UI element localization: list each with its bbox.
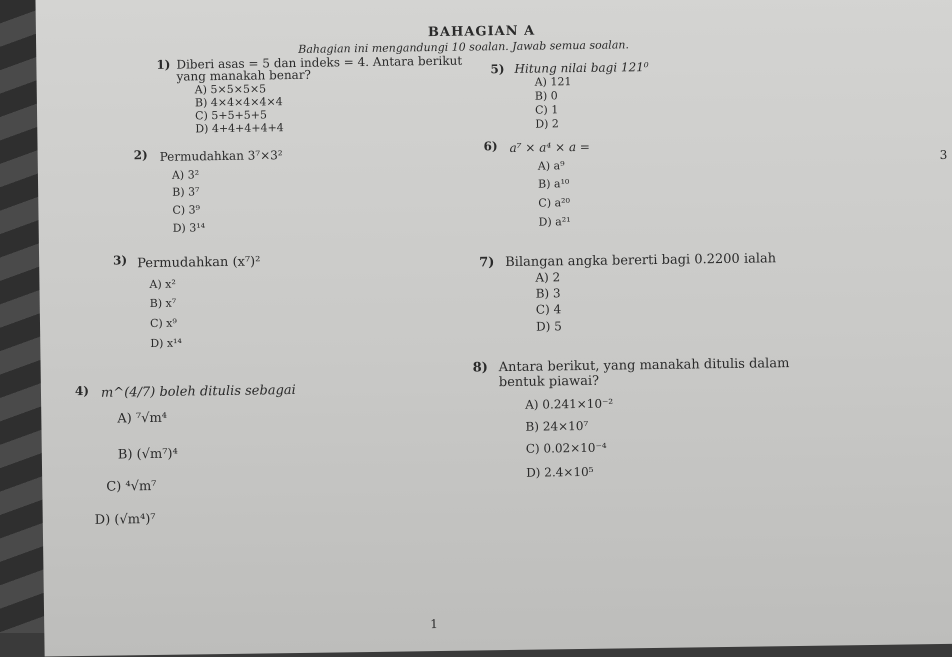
option-b: B) x⁷: [149, 296, 177, 311]
option-c: C) 5+5+5+5: [195, 108, 268, 123]
option-a: A) 5×5×5×5: [194, 82, 267, 97]
question-number: 1): [156, 57, 171, 72]
section-instructions: Bahagian ini mengandungi 10 soalan. Jawab semua soalan.: [298, 38, 630, 56]
option-c: C) 4: [535, 302, 562, 317]
question-text: Antara berikut, yang manakah ditulis dalam: [498, 356, 790, 376]
option-d: D) 2: [535, 117, 559, 131]
option-c: C) 3⁹: [172, 203, 201, 217]
option-d: D) a²¹: [538, 215, 571, 229]
question-number: 8): [472, 360, 488, 376]
option-a: A) 121: [534, 75, 572, 89]
question-number: 2): [133, 148, 148, 163]
question-text: Permudahkan 3⁷×3²: [159, 148, 283, 164]
option-d: D) 3¹⁴: [172, 221, 206, 235]
exam-paper: [35, 0, 952, 657]
option-b: B) a¹⁰: [538, 177, 570, 191]
option-d: D) (√m⁴)⁷: [94, 511, 156, 528]
option-c: C) ⁴√m⁷: [106, 478, 157, 495]
question-number: 7): [479, 255, 495, 271]
option-c: C) 1: [534, 103, 559, 117]
option-c: C) 0.02×10⁻⁴: [525, 440, 607, 456]
option-a: A) a⁹: [537, 159, 565, 173]
question-text: Bilangan angka bererti bagi 0.2200 ialah: [505, 251, 777, 271]
question-text: bentuk piawai?: [498, 373, 600, 391]
question-number: 6): [483, 139, 498, 154]
question-number: 4): [74, 383, 90, 399]
option-a: A) ⁷√m⁴: [117, 410, 168, 427]
option-d: D) 2.4×10⁵: [526, 464, 594, 480]
option-b: B) 3: [535, 286, 561, 301]
question-text: Permudahkan (x⁷)²: [137, 254, 261, 272]
option-d: D) 4+4+4+4+4: [195, 121, 284, 136]
option-b: B) (√m⁷)⁴: [117, 446, 178, 463]
cut-off-question-number: 3: [939, 147, 948, 162]
option-b: B) 24×10⁷: [525, 418, 589, 434]
option-b: B) 0: [534, 89, 558, 103]
option-a: A) x²: [149, 277, 176, 292]
option-c: C) a²⁰: [538, 196, 571, 210]
option-a: A) 3²: [171, 168, 200, 182]
question-text: Diberi asas = 5 dan indeks = 4. Antara berikut: [176, 53, 463, 72]
question-number: 3): [113, 253, 128, 268]
option-b: B) 4×4×4×4×4: [194, 95, 283, 110]
option-d: D) 5: [535, 319, 562, 334]
question-number: 5): [490, 62, 505, 77]
option-c: C) x⁹: [149, 316, 177, 331]
option-d: D) x¹⁴: [150, 336, 183, 351]
question-text: m^(4/7) boleh ditulis sebagai: [100, 382, 296, 401]
option-a: A) 0.241×10⁻²: [525, 396, 614, 412]
option-b: B) 3⁷: [172, 185, 200, 199]
question-text: a⁷ × a⁴ × a =: [509, 139, 591, 155]
option-a: A) 2: [535, 270, 561, 285]
page-number: 1: [430, 617, 438, 632]
question-text: Hitung nilai bagi 121⁰: [514, 60, 649, 76]
question-text: yang manakah benar?: [176, 67, 312, 84]
section-title: BAHAGIAN A: [427, 23, 536, 41]
